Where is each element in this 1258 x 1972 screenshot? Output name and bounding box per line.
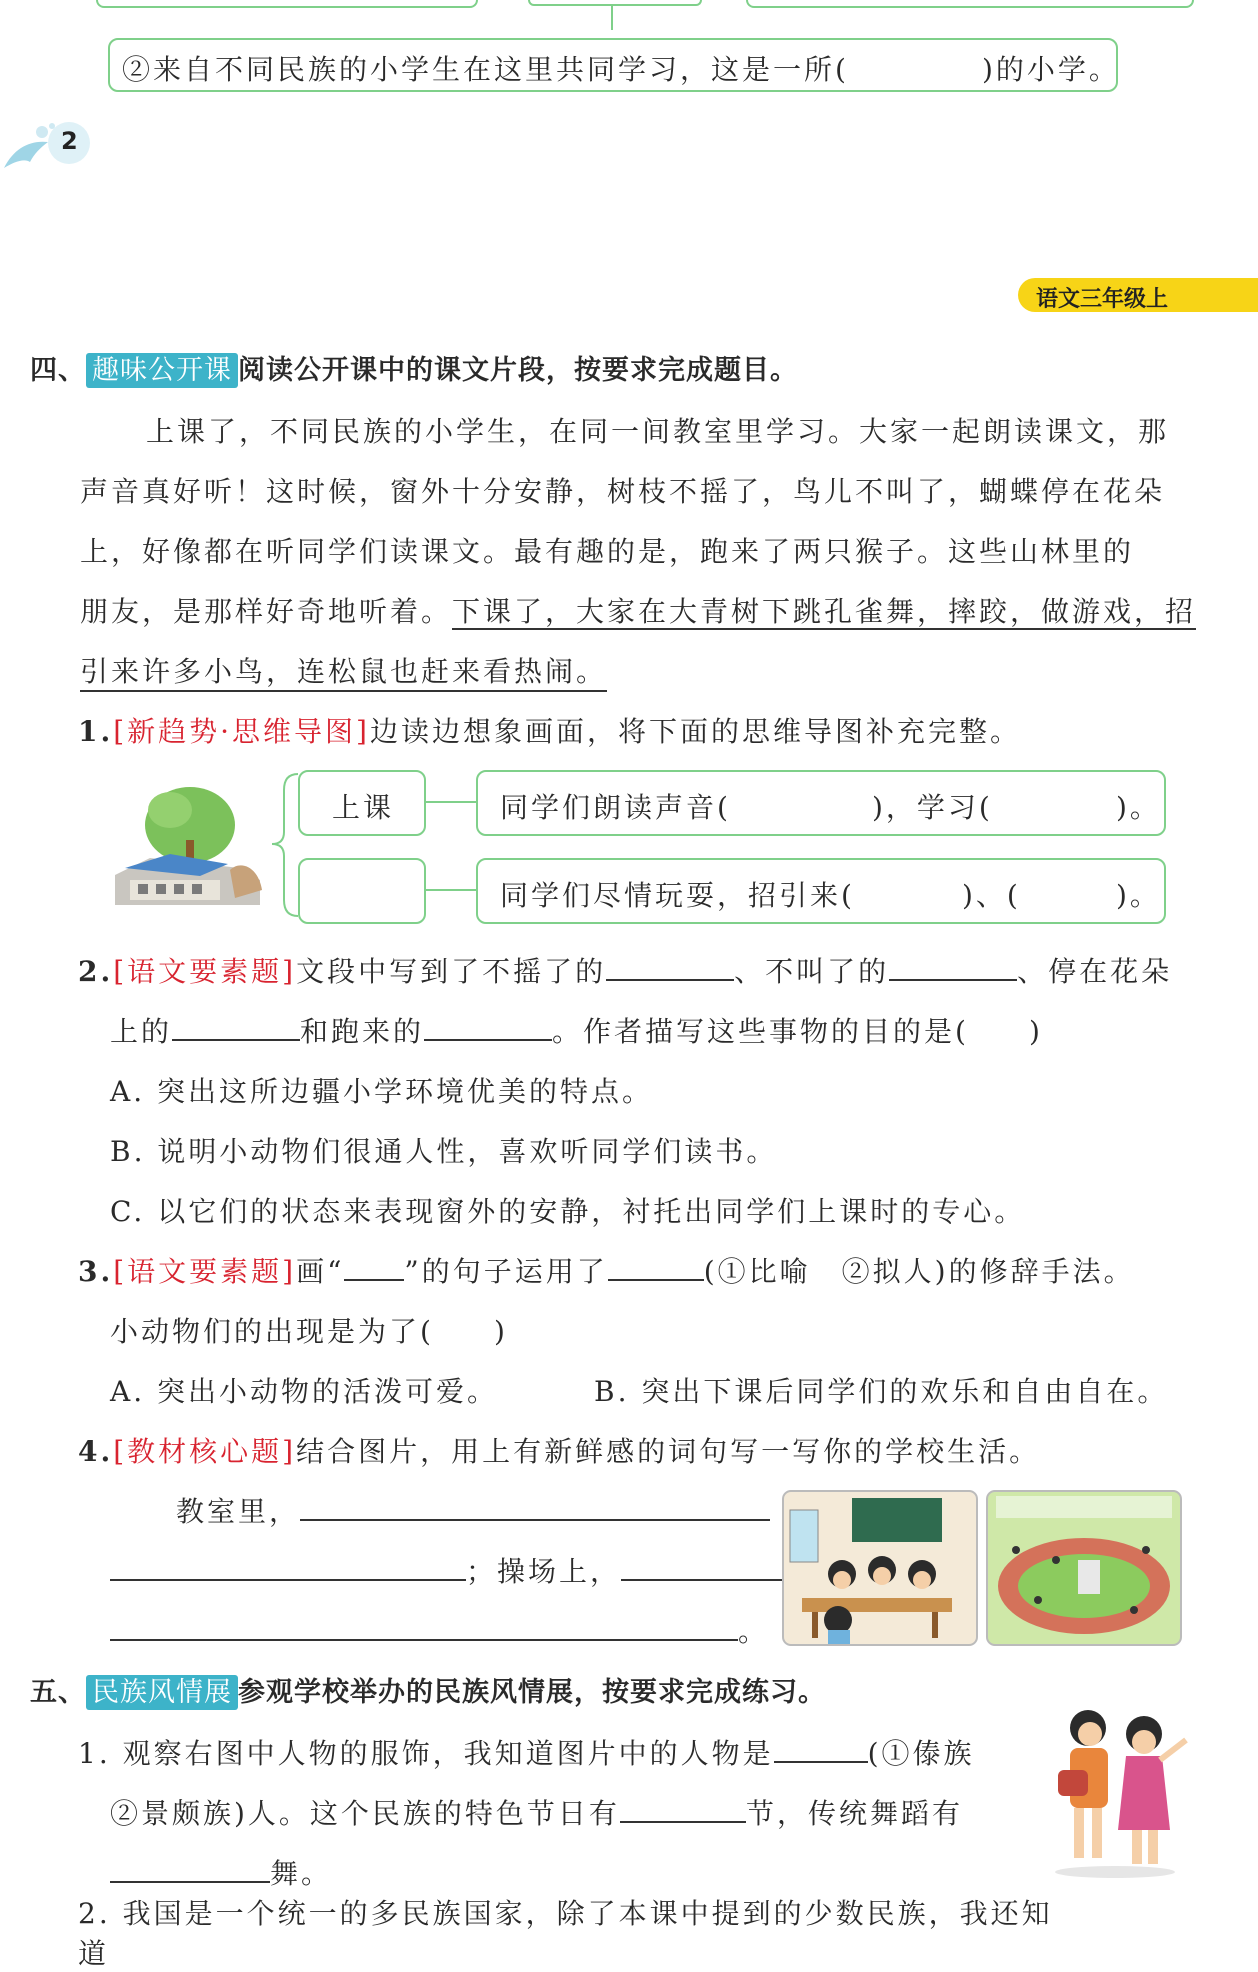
q2-l2-c: 。作者描写这些事物的目的是( (552, 1015, 969, 1048)
q2-l1-c: 、停在花朵 (1017, 955, 1173, 988)
dancers-illustration (1040, 1690, 1190, 1880)
playground-picture (986, 1490, 1182, 1646)
passage-line-3: 上，好像都在听同学们读课文。最有趣的是，跑来了两只猴子。这些山林里的 (80, 535, 1135, 568)
q3-option-a[interactable]: A. 突出小动物的活泼可爱。 (110, 1375, 499, 1408)
q2-blank-4[interactable] (424, 1015, 552, 1041)
top-box-text-a: ②来自不同民族的小学生在这里共同学习，这是一所( (122, 53, 849, 86)
section4-header (30, 348, 798, 387)
section4-tag: 趣味公开课 (86, 353, 238, 388)
q4-w1: 教室里， (176, 1495, 301, 1528)
passage-underlined-b: 引来许多小鸟，连松鼠也赶来看热闹。 (80, 650, 607, 692)
q2-option-b[interactable]: B. 说明小动物们很通人性，喜欢听同学们读书。 (110, 1135, 778, 1168)
mindmap-node-2[interactable] (298, 858, 426, 924)
passage-line-4-a: 朋友，是那样好奇地听着。 (80, 595, 453, 628)
q2-l2-a: 上的 (110, 1015, 173, 1048)
q3-line-2 (110, 1310, 508, 1350)
top-box-text-b: )的小学。 (982, 53, 1120, 86)
s5-q1-l1-b: (①傣族 (867, 1737, 975, 1770)
q2-line-1 (78, 950, 1172, 990)
q4-blank-4[interactable] (110, 1615, 738, 1641)
top-answer-box (108, 38, 1118, 92)
top-box-partial-left (96, 0, 478, 8)
passage-line-4 (80, 590, 1196, 630)
q2-blank-2[interactable] (889, 955, 1017, 981)
q4-write-3 (110, 1610, 769, 1650)
connector-arrow (611, 4, 613, 30)
q3-l2-b: ) (493, 1315, 508, 1348)
q4-blank-3[interactable] (621, 1555, 783, 1581)
q2-option-c[interactable]: C. 以它们的状态来表现窗外的安静，衬托出同学们上课时的专心。 (110, 1195, 1026, 1228)
q2-l1-b: 、不叫了的 (734, 955, 890, 988)
s5-q1-line-2 (110, 1792, 963, 1832)
section5-num: 五、 (30, 1677, 86, 1708)
q2-line-2 (110, 1010, 1043, 1050)
s5-blank-2[interactable] (620, 1797, 746, 1823)
q4-w3: 。 (738, 1615, 770, 1648)
top-box-partial-right (746, 0, 1194, 8)
school-illustration (110, 780, 265, 910)
q2-l1-a: 文段中写到了不摇了的 (296, 955, 607, 988)
mindmap-row-2-c: )。 (1116, 879, 1161, 912)
q3-l1-a: 画“ (296, 1255, 345, 1288)
grade-badge-text: 语文三年级上 (1036, 287, 1169, 312)
s5-q1-line-3 (110, 1852, 332, 1892)
q4-write-1 (176, 1490, 770, 1530)
q3-num: 3. (78, 1255, 114, 1288)
s5-q1-l1-a: 1. 观察右图中人物的服饰，我知道图片中的人物是 (78, 1737, 774, 1770)
q4-tag: [教材核心题] (113, 1435, 297, 1468)
q3-l1-c: (①比喻 ②拟人)的修辞手法。 (703, 1255, 1135, 1288)
section5-title: 参观学校举办的民族风情展，按要求完成练习。 (238, 1677, 826, 1708)
q2-num: 2. (78, 955, 114, 988)
bottom-partial-line: 2. 我国是一个统一的多民族国家，除了本课中提到的少数民族，我还知道 (78, 1897, 1053, 1970)
q2-blank-3[interactable] (172, 1015, 300, 1041)
s5-blank-1[interactable] (774, 1737, 868, 1763)
mindmap-row-2-a: 同学们尽情玩耍，招引来( (500, 879, 855, 912)
q4-w2: ；操场上， (466, 1555, 622, 1588)
mindmap-node-1 (298, 770, 426, 836)
s5-q1-l3: 舞。 (270, 1857, 333, 1890)
q2-l2-d: ) (1028, 1015, 1043, 1048)
q3-option-b[interactable]: B. 突出下课后同学们的欢乐和自由自在。 (594, 1375, 1169, 1408)
s5-q1-l2-b: 节，传统舞蹈有 (745, 1797, 963, 1830)
s5-blank-3[interactable] (110, 1857, 270, 1883)
mindmap-row-2 (476, 858, 1166, 924)
q4-blank-1[interactable] (300, 1495, 770, 1521)
mindmap-connector-1 (424, 801, 476, 803)
mindmap-row-1-b: )，学习( (872, 791, 993, 824)
q3-blank-1[interactable] (344, 1255, 404, 1281)
q2-option-a[interactable]: A. 突出这所边疆小学环境优美的特点。 (110, 1075, 654, 1108)
section5-tag: 民族风情展 (86, 1675, 238, 1710)
mindmap-row-1 (476, 770, 1166, 836)
q3-l1-b: ”的句子运用了 (404, 1255, 608, 1288)
q1-text: 边读边想象画面，将下面的思维导图补充完整。 (369, 715, 1021, 748)
passage-underlined-a: 下课了，大家在大青树下跳孔雀舞，摔跤，做游戏，招 (452, 595, 1197, 628)
q3-blank-2[interactable] (608, 1255, 704, 1281)
q2-blank-1[interactable] (606, 955, 734, 981)
q1-num: 1. (78, 715, 114, 748)
q2-tag: [语文要素题] (113, 955, 297, 988)
q4-num: 4. (78, 1435, 114, 1468)
section4-num: 四、 (30, 355, 86, 386)
section4-title: 阅读公开课中的课文片段，按要求完成题目。 (238, 355, 798, 386)
mindmap-row-2-b: )、( (962, 879, 1021, 912)
q4-text: 结合图片，用上有新鲜感的词句写一写你的学校生活。 (296, 1435, 1041, 1468)
mindmap-node-1-label: 上课 (332, 791, 395, 824)
q1-prompt (78, 710, 1021, 750)
s5-q1-l2-a: ②景颇族)人。这个民族的特色节日有 (110, 1797, 620, 1830)
mindmap-row-1-c: )。 (1116, 791, 1161, 824)
mindmap-connector-2 (424, 889, 476, 891)
s5-q1-line-1 (78, 1732, 975, 1772)
q1-tag: [新趋势·思维导图] (113, 715, 370, 748)
q2-l2-b: 和跑来的 (300, 1015, 425, 1048)
section5-header (30, 1670, 826, 1709)
mindmap-row-1-a: 同学们朗读声音( (500, 791, 731, 824)
q4-prompt (78, 1430, 1040, 1470)
top-box-partial-mid (528, 0, 702, 6)
passage-line-2: 声音真好听！这时候，窗外十分安静，树枝不摇了，鸟儿不叫了，蝴蝶停在花朵 (80, 475, 1166, 508)
q3-l2-a: 小动物们的出现是为了( (110, 1315, 434, 1348)
q4-blank-2[interactable] (110, 1555, 466, 1581)
page-number: 2 (61, 127, 78, 155)
passage-line-1: 上课了，不同民族的小学生，在同一间教室里学习。大家一起朗读课文，那 (146, 415, 1170, 448)
classroom-picture (782, 1490, 978, 1646)
q3-tag: [语文要素题] (113, 1255, 297, 1288)
q4-write-2 (110, 1550, 783, 1590)
q3-line-1 (78, 1250, 1135, 1290)
